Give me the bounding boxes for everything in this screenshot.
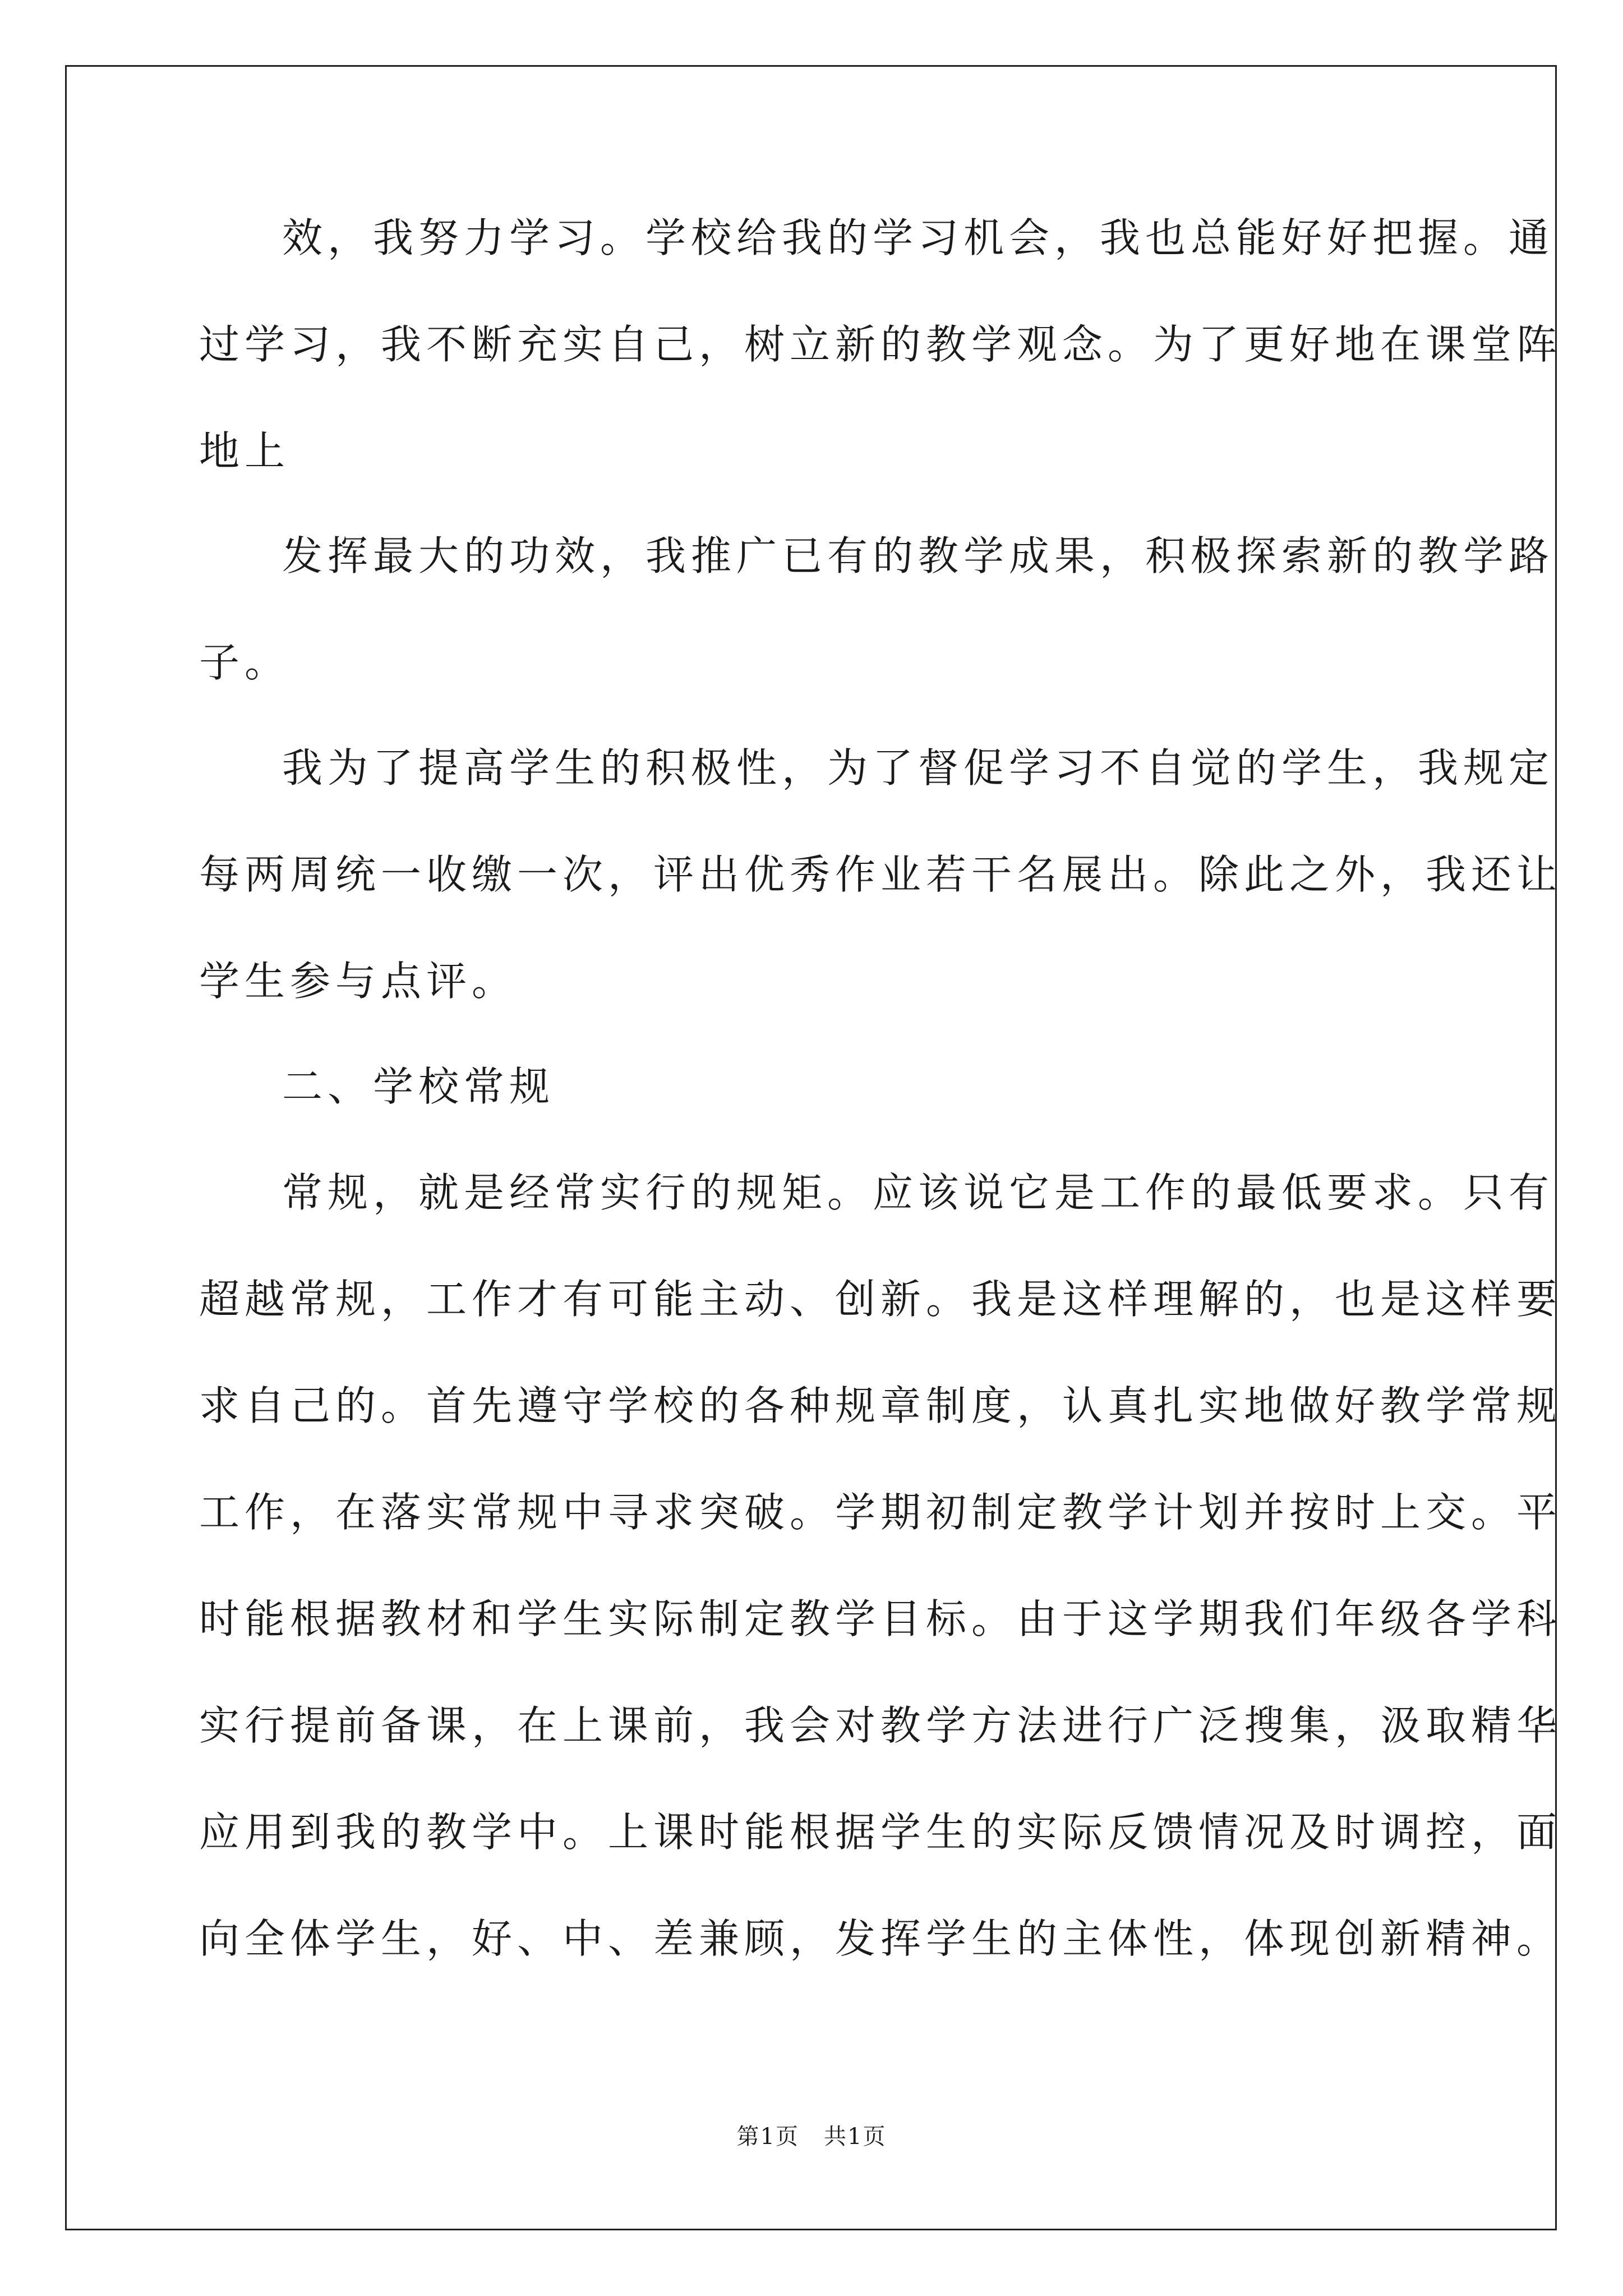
- paragraph-line: 发挥最大的功效，我推广已有的教学成果，积极探索新的教学路: [282, 532, 1555, 579]
- page-total: 共1页: [824, 2124, 887, 2150]
- paragraph-line: 应用到我的教学中。上课时能根据学生的实际反馈情况及时调控，面: [199, 1809, 1562, 1856]
- paragraph-line: 过学习，我不断充实自己，树立新的教学观念。为了更好地在课堂阵: [199, 321, 1562, 368]
- paragraph-line: 学生参与点评。: [199, 958, 518, 1005]
- paragraph-line: 实行提前备课，在上课前，我会对教学方法进行广泛搜集，汲取精华: [199, 1702, 1562, 1749]
- paragraph-line: 子。: [199, 639, 291, 686]
- paragraph-line: 时能根据教材和学生实际制定教学目标。由于这学期我们年级各学科: [199, 1595, 1562, 1642]
- paragraph-line: 我为了提高学生的积极性，为了督促学习不自觉的学生，我规定: [282, 744, 1555, 792]
- paragraph-line: 效，我努力学习。学校给我的学习机会，我也总能好好把握。通: [282, 214, 1555, 261]
- paragraph-line: 地上: [199, 427, 291, 475]
- paragraph-line: 向全体学生，好、中、差兼顾，发挥学生的主体性，体现创新精神。: [199, 1915, 1562, 1962]
- paragraph-line: 常规，就是经常实行的规矩。应该说它是工作的最低要求。只有: [282, 1169, 1555, 1216]
- paragraph-line: 每两周统一收缴一次，评出优秀作业若干名展出。除此之外，我还让: [199, 851, 1562, 898]
- page-border: [65, 65, 1557, 2230]
- page-number: 第1页: [736, 2124, 799, 2150]
- page-footer: [0, 2123, 1623, 2150]
- paragraph-line: 求自己的。首先遵守学校的各种规章制度，认真扎实地做好教学常规: [199, 1382, 1562, 1429]
- paragraph-line: 工作，在落实常规中寻求突破。学期初制定教学计划并按时上交。平: [199, 1489, 1562, 1536]
- paragraph-line: 超越常规，工作才有可能主动、创新。我是这样理解的，也是这样要: [199, 1276, 1562, 1323]
- section-heading: 二、学校常规: [282, 1063, 555, 1110]
